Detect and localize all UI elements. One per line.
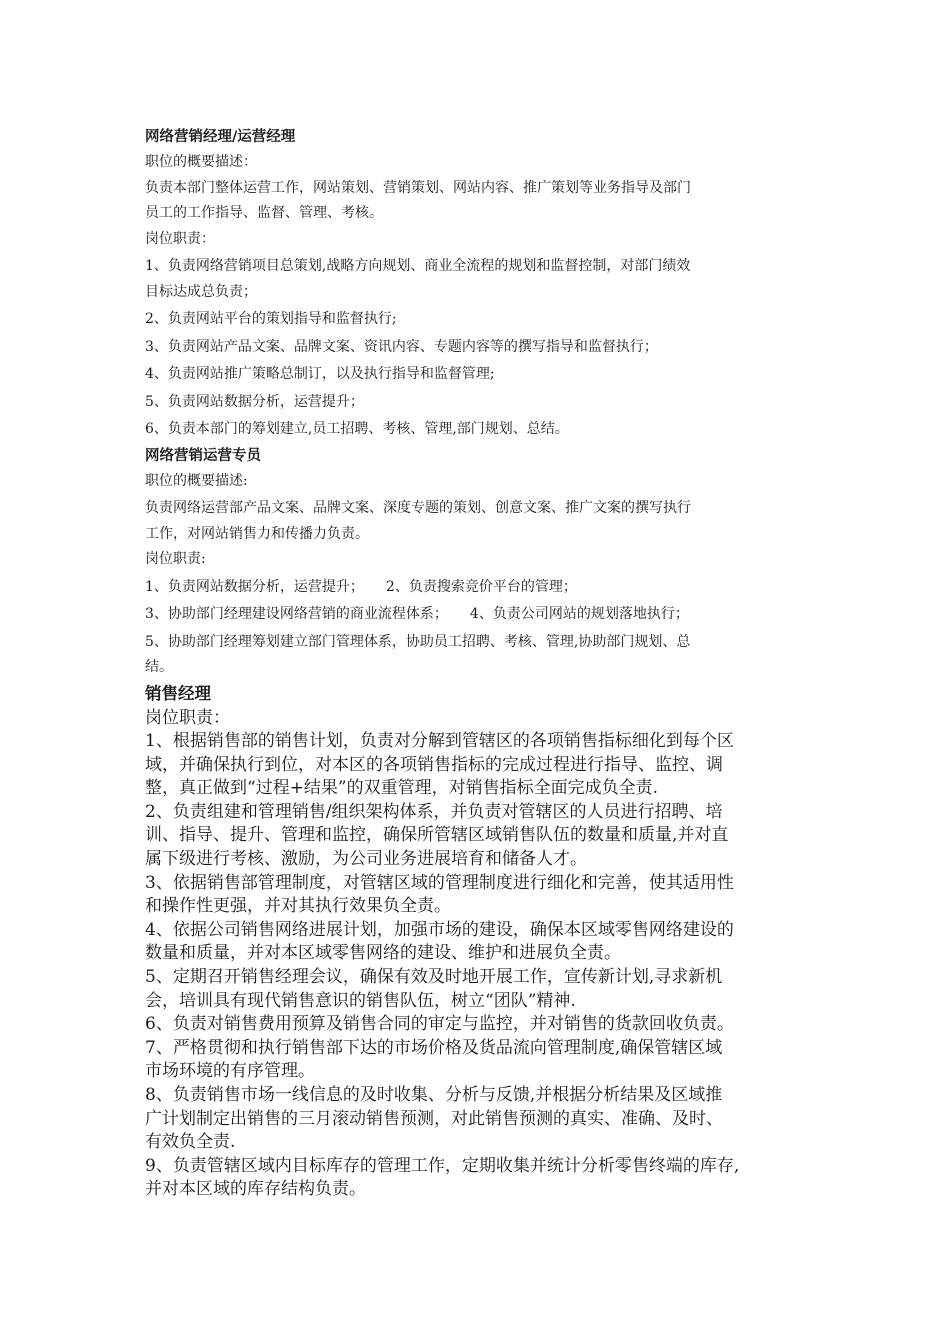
duty-item: 5、定期召开销售经理会议，确保有效及时地开展工作，宣传新计划,寻求新机 bbox=[145, 967, 723, 988]
duty-item-continued: 数量和质量，并对本区域零售网络的建设、维护和进展负全责。 bbox=[145, 943, 621, 964]
duty-row bbox=[145, 575, 817, 601]
summary-label: 职位的概要描述： bbox=[145, 154, 257, 170]
duty-item: 1、根据销售部的销售计划，负责对分解到管辖区的各项销售指标细化到每个区 bbox=[145, 731, 734, 752]
duty-item: 5、负责网站数据分析，运营提升； bbox=[145, 393, 364, 410]
duty-row bbox=[145, 602, 817, 628]
duty-item-continued: 目标达成总负责； bbox=[145, 283, 257, 300]
duties-label: 岗位职责： bbox=[145, 707, 230, 728]
duty-item-continued: 并对本区域的库存结构负责。 bbox=[145, 1179, 366, 1200]
section-network-marketing-manager bbox=[145, 124, 817, 443]
duty-item: 5、协助部门经理筹划建立部门管理体系，协助员工招聘、考核、管理,协助部门规划、总 bbox=[145, 633, 691, 650]
duty-item: 3、负责网站产品文案、品牌文案、资讯内容、专题内容等的撰写指导和监督执行； bbox=[145, 338, 658, 355]
duty-item-continued: 整，真正做到“过程+结果”的双重管理，对销售指标全面完成负全责. bbox=[145, 778, 659, 799]
summary-line: 负责网络运营部产品文案、品牌文案、深度专题的策划、创意文案、推广文案的撰写执行 bbox=[145, 500, 691, 516]
duties-label: 岗位职责： bbox=[145, 230, 215, 247]
duty-item: 4、负责网站推广策略总制订，以及执行指导和监督管理; bbox=[145, 366, 495, 382]
duty-item-continued: 有效负全责. bbox=[145, 1132, 236, 1153]
duty-item-continued: 和操作性更强，并对其执行效果负全责。 bbox=[145, 896, 451, 917]
duty-item: 1、负责网站数据分析，运营提升； bbox=[145, 578, 364, 595]
duty-item: 6、负责本部门的筹划建立,员工招聘、考核、管理,部门规划、总结。 bbox=[145, 421, 569, 437]
duty-item: 6、负责对销售费用预算及销售合同的审定与监控，并对销售的货款回收负责。 bbox=[145, 1014, 734, 1035]
duty-item-continued: 广计划制定出销售的三月滚动销售预测，对此销售预测的真实、准确、及时、 bbox=[145, 1108, 723, 1129]
section-title: 网络营销经理/运营经理 bbox=[145, 129, 296, 145]
duty-item: 3、依据销售部管理制度，对管辖区域的管理制度进行细化和完善，使其适用性 bbox=[145, 872, 734, 893]
duty-item: 9、负责管辖区域内目标库存的管理工作，定期收集并统计分析零售终端的库存, bbox=[145, 1155, 740, 1176]
section-network-marketing-specialist bbox=[145, 443, 817, 681]
summary-line: 员工的工作指导、监督、管理、考核。 bbox=[145, 205, 383, 221]
section-title: 网络营销运营专员 bbox=[145, 447, 261, 464]
duty-item: 2、负责网站平台的策划指导和监督执行; bbox=[145, 311, 397, 327]
summary-line: 工作，对网站销售力和传播力负责。 bbox=[145, 525, 369, 542]
duty-item-continued: 结。 bbox=[145, 659, 173, 675]
duty-item-continued: 属下级进行考核、激励，为公司业务进展培育和储备人才。 bbox=[145, 849, 587, 870]
section-title: 销售经理 bbox=[145, 683, 211, 703]
duties-label: 岗位职责: bbox=[145, 551, 206, 567]
duty-item: 2、负责搜索竞价平台的管理； bbox=[385, 578, 577, 595]
duty-item: 7、严格贯彻和执行销售部下达的市场价格及货品流向管理制度,确保管辖区域 bbox=[145, 1037, 723, 1058]
summary-label: 职位的概要描述: bbox=[145, 472, 248, 489]
duty-item-continued: 域，并确保执行到位，对本区的各项销售指标的完成过程进行指导、监控、调 bbox=[145, 754, 723, 775]
duty-item: 3、协助部门经理建设网络营销的商业流程体系； bbox=[145, 606, 448, 622]
duty-item: 8、负责销售市场一线信息的及时收集、分析与反馈,并根据分析结果及区域推 bbox=[145, 1085, 723, 1105]
duty-item-continued: 市场环境的有序管理。 bbox=[145, 1061, 315, 1082]
section-sales-manager bbox=[145, 681, 817, 1202]
duty-item-continued: 会，培训具有现代销售意识的销售队伍，树立“团队”精神. bbox=[145, 990, 576, 1011]
summary-line: 负责本部门整体运营工作，网站策划、营销策划、网站内容、推广策划等业务指导及部门 bbox=[145, 179, 691, 196]
duty-item: 1、负责网络营销项目总策划,战略方向规划、商业全流程的规划和监督控制，对部门绩效 bbox=[145, 258, 691, 274]
duty-item: 4、负责公司网站的规划落地执行； bbox=[469, 606, 689, 622]
duty-item: 2、负责组建和管理销售/组织架构体系，并负责对管辖区的人员进行招聘、培 bbox=[145, 801, 723, 822]
duty-item: 4、依据公司销售网络进展计划，加强市场的建设，确保本区域零售网络建设的 bbox=[145, 919, 734, 940]
duty-item-continued: 训、指导、提升、管理和监控，确保所管辖区域销售队伍的数量和质量,并对直 bbox=[145, 825, 729, 846]
document-body bbox=[145, 124, 817, 1202]
